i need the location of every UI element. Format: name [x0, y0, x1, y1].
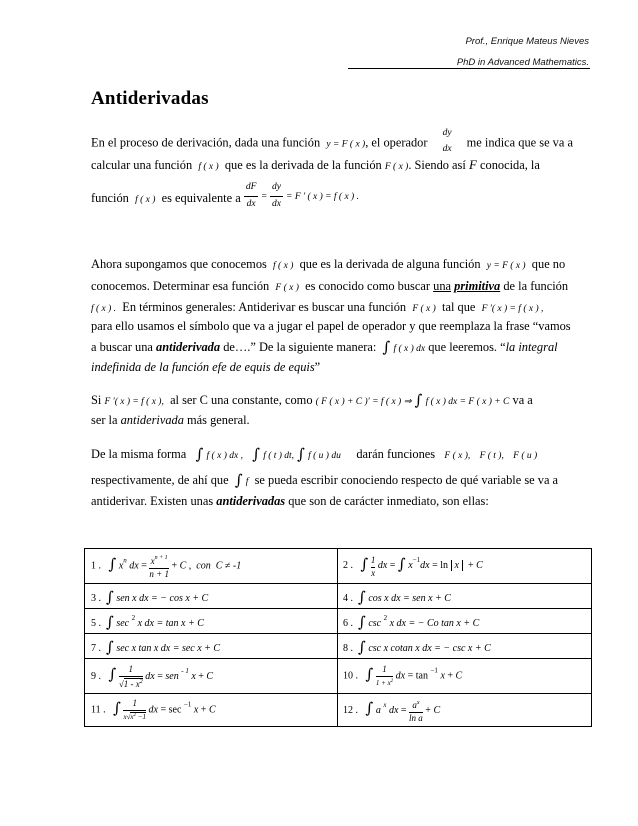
integral-sign: ∫: [252, 445, 261, 463]
p3-line1: [91, 391, 589, 410]
math: F ′( x ) = f ( x ),: [104, 397, 164, 407]
term-primitiva: primitiva: [454, 279, 501, 293]
math: F ( t ),: [479, 451, 504, 461]
integral-sign: ∫: [297, 445, 305, 463]
math: F ′( x ) = f ( x ) ,: [481, 304, 544, 314]
text: la integral: [505, 340, 558, 354]
p2-line1: [91, 256, 589, 274]
p1-line2: [91, 157, 589, 175]
text: antiderivada: [120, 413, 184, 427]
math: F ( x ): [412, 304, 436, 314]
p1-line1: [91, 130, 589, 157]
p4-line2: [91, 471, 589, 490]
text: Si: [91, 393, 102, 407]
text: de la función: [503, 279, 569, 293]
text: En términos generales: Antiderivar es buscar una función: [122, 300, 407, 314]
text: ”: [314, 360, 321, 374]
text: que leeremos. “: [428, 340, 506, 354]
formula-cell-11: 11 . ∫ 1 $x√x^2 -1$ dx = sec $^{-1}$ x + C: [85, 694, 338, 727]
text: antiderivar. Existen unas: [91, 494, 214, 508]
math: f ( x ) dx ,: [206, 451, 243, 461]
integral-sign: ∫: [234, 471, 243, 489]
fraction-dy-dx: dy dx: [442, 128, 452, 154]
formula-cell-6: 6 . ∫ csc $^2$ x dx = − Co tan x + C: [338, 609, 592, 634]
text: función: [91, 190, 129, 205]
math: ( F ( x ) + C )′ = f ( x ) ⇒: [315, 397, 412, 407]
formula-cell-12: 12 . ∫ a $^x$ dx = $\frac{a^x}{\text{ln a}}$ + C: [338, 694, 592, 727]
text: que son de carácter inmediato, son ellas:: [288, 494, 489, 508]
p2-line6: [91, 359, 589, 375]
math: f ( x ): [198, 162, 219, 172]
math: = F ′ ( x ) = f ( x ) .: [286, 191, 359, 202]
p2-line4: para ello usamos el símbolo que va a jugar el papel de operador y que reemplaza la frase “vamos: [91, 319, 571, 333]
text: es conocido como buscar: [305, 279, 431, 293]
math: f ( x ) dx = F ( x ) + C: [425, 397, 510, 407]
text: una: [433, 279, 452, 293]
text: En el proceso de derivación, dada una función: [91, 135, 321, 150]
p4-line3: [91, 493, 589, 509]
formula-cell-1: 1 . ∫ $x^n$ dx = $\frac{x^{n + 1}}{n + 1}$ + C , con C ≠ -1: [85, 549, 338, 584]
text: a buscar una: [91, 340, 153, 354]
table-row: [85, 584, 592, 609]
text: que es la derivada de alguna función: [299, 257, 481, 271]
text: , el operador: [365, 135, 428, 150]
text: respectivamente, de ahí que: [91, 473, 229, 487]
text: conocida, la: [480, 158, 540, 172]
table-row: [85, 609, 592, 634]
table-row: [85, 549, 592, 584]
text: De la misma forma: [91, 447, 187, 461]
text: va a: [512, 393, 533, 407]
p2-line3: [91, 299, 589, 317]
math: F ( x ): [275, 283, 299, 293]
formula-cell-4: 4 . ∫ cos x dx = sen x + C: [338, 584, 592, 609]
text: conocemos. Determinar esa función: [91, 279, 270, 293]
text: de….” De la siguiente manera:: [223, 340, 377, 354]
math: f ( x ): [273, 261, 294, 271]
text: al ser C una constante, como: [170, 393, 313, 407]
formula-cell-5: 5 . ∫ sec $^2$ x dx = tan x + C: [85, 609, 338, 634]
text: que es la derivada de la función: [224, 158, 382, 172]
formula-cell-8: 8 . ∫ csc x cotan x dx = − csc x + C: [338, 634, 592, 659]
p2-line2: [91, 278, 589, 296]
text: se pueda escribir conociendo respecto de qué variable se va a: [254, 473, 559, 487]
text: ser la: [91, 413, 118, 427]
text: . Siendo así: [408, 158, 466, 172]
text: más general.: [187, 413, 250, 427]
math: f ( t ) dt,: [263, 451, 295, 461]
text: darán funciones: [356, 447, 436, 461]
table-row: [85, 634, 592, 659]
text: que no: [531, 257, 566, 271]
antiderivatives-table: [84, 548, 592, 727]
math: =: [261, 191, 267, 202]
formula-cell-10: 10 . ∫ 1 $1 + x^2$ dx = tan $^{-1}$ x + C: [338, 659, 592, 694]
math: f ( x ) dx: [393, 344, 426, 354]
formula-cell-2: 2 . ∫ $\frac{1}{x}$ dx = ∫ $x^{-1}dx = \ln x + C$: [338, 549, 592, 584]
integral-sign: ∫: [382, 338, 391, 356]
table-row: [85, 694, 592, 727]
math: f ( x ) .: [91, 304, 117, 314]
formula-cell-7: 7 . ∫ sec x tan x dx = sec x + C: [85, 634, 338, 659]
text: me indica que se va a: [466, 135, 573, 150]
text: indefinida de la función efe de equis de equis: [91, 360, 315, 374]
fraction-dF-dx: $\frac{dF}{dx}$: [245, 182, 257, 209]
formula-cell-3: 3 . ∫ sen x dx = − cos x + C: [85, 584, 338, 609]
math: f ( u ) du: [308, 451, 341, 461]
header-degree: PhD in Advanced Mathematics.: [456, 57, 589, 68]
header-rule: [348, 68, 590, 69]
table-row: [85, 659, 592, 694]
term-antiderivada: antiderivada: [156, 340, 221, 354]
text: calcular una función: [91, 158, 193, 172]
p1-line3: [91, 182, 589, 212]
integral-sign: ∫: [414, 391, 423, 409]
text: Ahora supongamos que conocemos: [91, 257, 267, 271]
text: es equivalente a: [161, 190, 241, 205]
math: F: [468, 157, 477, 172]
integral-sign: ∫: [195, 445, 204, 463]
fraction-dy-dx-2: $\frac{dy}{dx}$: [271, 182, 281, 209]
math: F ( x ),: [444, 451, 471, 461]
math: F ( x ): [384, 162, 409, 172]
math: f ( x ): [135, 194, 156, 205]
math: f: [245, 477, 249, 487]
term-antiderivadas: antiderivadas: [216, 494, 286, 508]
p2-line5: [91, 338, 589, 357]
page-title: Antiderivadas: [91, 88, 209, 109]
p4-line1: [91, 445, 589, 464]
math: y = F ( x ): [326, 139, 366, 150]
text: tal que: [442, 300, 476, 314]
math: F ( u ): [513, 451, 538, 461]
formula-cell-9: 9 . ∫ $\frac{1}{√1 - x^2}$ dx = sen $^{- 1}$ x + C: [85, 659, 338, 694]
p3-line2: [91, 412, 589, 428]
header-author: Prof., Enrique Mateus Nieves: [465, 36, 589, 47]
math: y = F ( x ): [486, 261, 526, 271]
